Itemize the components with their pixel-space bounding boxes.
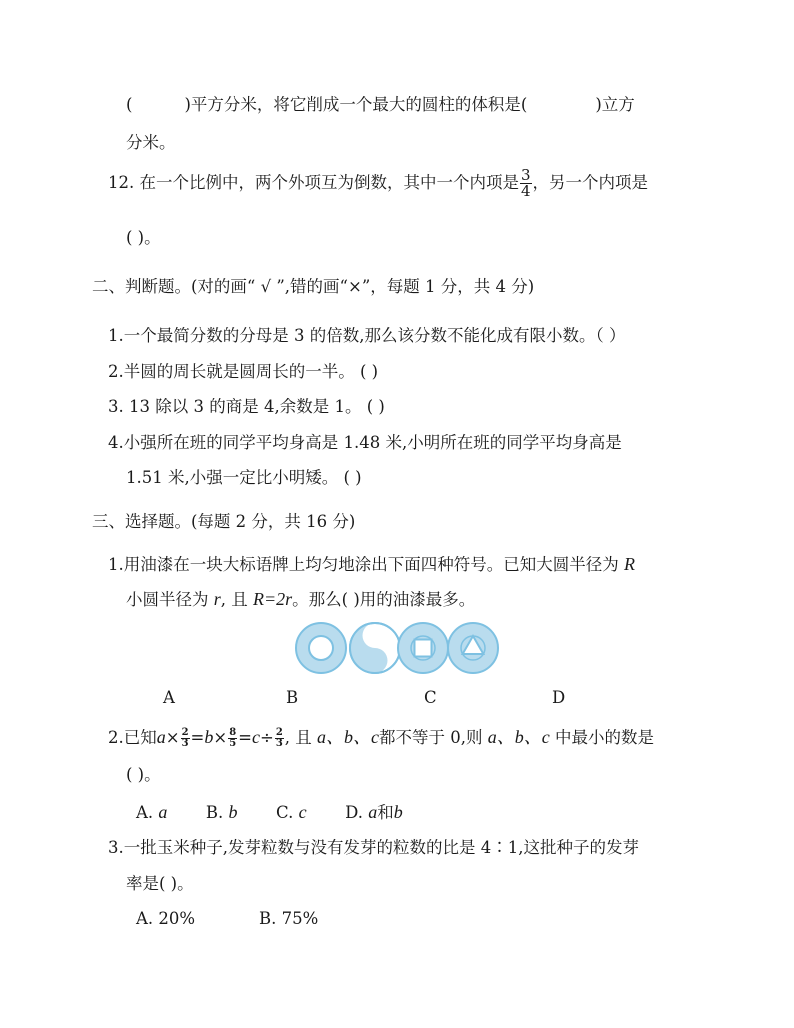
s3-q2-frac3 <box>275 728 284 749</box>
s3-q2-end: 中最小的数是 <box>555 728 655 747</box>
q2-opt-d-val2: b <box>393 802 403 822</box>
q12-frac-num: 3 <box>521 166 531 184</box>
section2-item-2: 2.半圆的周长就是圆周长的一半。 ( ) <box>108 362 379 381</box>
s3-q2-prefix: 2.已知 <box>108 728 157 747</box>
frac1-num: 2 <box>181 727 189 738</box>
q2-opt-c-label: C. <box>276 803 294 822</box>
s3-q1-text-b: , 且 <box>220 590 248 609</box>
section2-item-1: 1.一个最简分数的分母是 3 的倍数,那么该分数不能化成有限小数。（ ） <box>108 326 626 345</box>
divide-sign: ÷ <box>260 728 274 747</box>
frac3-num: 2 <box>275 727 283 738</box>
s3-q2-var-c: c <box>252 727 260 747</box>
q12-text: 12. 在一个比例中，两个外项互为倒数，其中一个内项是 <box>108 173 519 192</box>
q11-end: )立方 <box>595 95 635 114</box>
s3-q3-option-b: B. 75% <box>259 909 319 928</box>
q2-opt-b-label: B. <box>205 803 224 822</box>
frac1-den: 3 <box>181 738 189 749</box>
times-sign: × <box>213 728 228 747</box>
s3-q2-mid2: 都不等于 0,则 <box>379 728 483 747</box>
q12-frac-den: 4 <box>521 182 531 200</box>
symbol-d-triangle <box>448 623 498 673</box>
q12-line2: ( )。 <box>126 228 161 247</box>
q2-opt-d-val1: a <box>368 802 378 822</box>
section2-item-3: 3. 13 除以 3 的商是 4,余数是 1。 ( ) <box>108 397 385 416</box>
section3-title: 三、选择题。(每题 2 分，共 16 分) <box>92 512 356 531</box>
section2-title: 二、判断题。(对的画“ √ ”,错的画“×”，每题 1 分，共 4 分) <box>92 277 535 296</box>
s3-q1-text: 1.用油漆在一块大标语牌上均匀地涂出下面四种符号。已知大圆半径为 <box>108 555 619 574</box>
s3-q2-frac1 <box>181 728 190 749</box>
symbol-b-yinyang <box>350 623 400 673</box>
s3-q3-line1: 3.一批玉米种子,发芽粒数与没有发芽的粒数的比是 4∶1,这批种子的发芽 <box>108 838 639 857</box>
s3-q1-text-c: 。那么( )用的油漆最多。 <box>292 590 476 609</box>
equals-sign: = <box>190 728 205 747</box>
q2-opt-d-and: 和 <box>377 803 394 822</box>
q11-line2: 分米。 <box>126 133 176 152</box>
s3-q3-option-a: A. 20% <box>136 909 196 928</box>
s3-q2-frac2 <box>228 728 237 749</box>
s3-q2-var-a: a <box>156 727 166 747</box>
section2-item-4: 4.小强所在班的同学平均身高是 1.48 米,小明所在班的同学平均身高是 <box>108 433 622 452</box>
s3-q2-vars-list1: a、b、c <box>317 727 380 747</box>
symbol-c-square <box>398 623 448 673</box>
q2-opt-c-val: c <box>298 802 307 822</box>
q12-text-post: ，另一个内项是 <box>532 173 649 192</box>
symbol-option-a: A <box>163 688 175 707</box>
q2-opt-d-label: D. <box>345 803 363 822</box>
frac2-den: 5 <box>229 738 237 749</box>
times-sign: × <box>165 728 180 747</box>
s3-q1-eq: R=2r <box>253 589 293 609</box>
q2-opt-b-val: b <box>228 802 238 822</box>
q11-text: )平方分米，将它削成一个最大的圆柱的体积是( <box>184 95 528 114</box>
s3-q2-options <box>136 802 403 824</box>
equals-sign: = <box>238 728 252 747</box>
s3-q2-vars-list2: a、b、c <box>487 727 550 747</box>
s3-q1-text-a: 小圆半径为 <box>126 590 209 609</box>
s3-q2-var-b: b <box>204 727 214 747</box>
symbol-option-d: D <box>552 688 566 707</box>
section2-item-4-line2: 1.51 米,小强一定比小明矮。 ( ) <box>126 468 362 487</box>
s3-q1-var-R: R <box>624 554 635 574</box>
symbol-option-b: B <box>286 688 299 707</box>
symbol-option-c: C <box>424 688 437 707</box>
frac3-den: 3 <box>275 738 283 749</box>
s3-q3-line2: 率是( )。 <box>126 874 194 893</box>
symbol-a-ring <box>296 623 346 673</box>
s3-q2-line1 <box>108 727 654 749</box>
s3-q2-mid: , 且 <box>284 728 312 747</box>
q11-blank1-open: ( <box>126 95 133 114</box>
q2-opt-a-label: A. <box>136 803 154 822</box>
frac2-num: 8 <box>229 727 237 738</box>
q2-opt-a-val: a <box>158 802 168 822</box>
s3-q2-line2: ( )。 <box>126 765 161 784</box>
s3-q1-var-r: r <box>213 589 221 609</box>
